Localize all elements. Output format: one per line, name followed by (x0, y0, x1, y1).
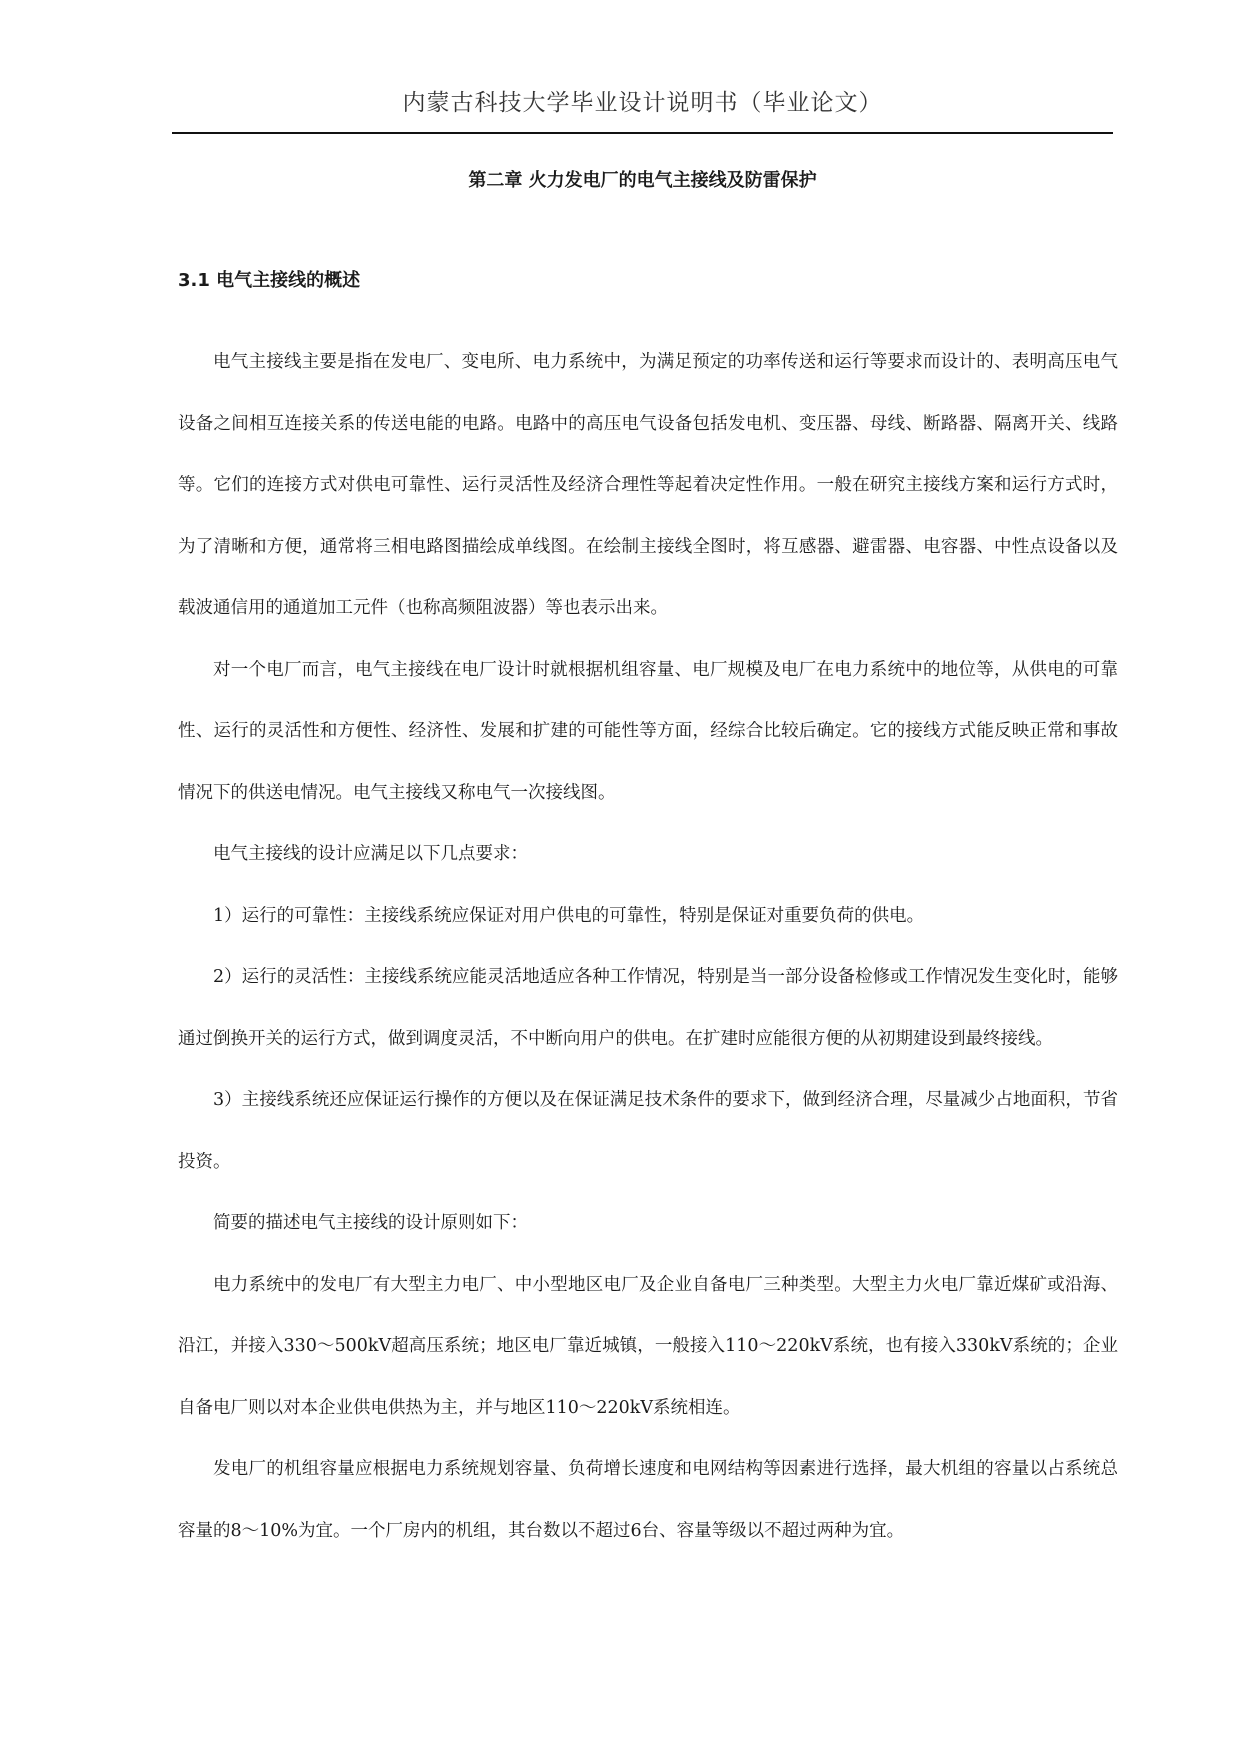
paragraph: 电力系统中的发电厂有大型主力电厂、中小型地区电厂及企业自备电厂三种类型。大型主力火电厂靠近煤矿或沿海、沿江，并接入330～500kV超高压系统；地区电厂靠近城镇，一般接入110～220kV系统，也有接入330kV系统的；企业自备电厂则以对本企业供电供热为主，并与地区110～220kV系统相连。 (178, 1274, 1118, 1418)
paragraph: 对一个电厂而言，电气主接线在电厂设计时就根据机组容量、电厂规模及电厂在电力系统中的地位等，从供电的可靠性、运行的灵活性和方便性、经济性、发展和扩建的可能性等方面，经综合比较后确定。它的接线方式能反映正常和事故情况下的供送电情况。电气主接线又称电气一次接线图。 (178, 659, 1118, 803)
paragraph: 电气主接线的设计应满足以下几点要求： (213, 844, 528, 864)
list-item: 2）运行的灵活性：主接线系统应能灵活地适应各种工作情况，特别是当一部分设备检修或工作情况发生变化时，能够通过倒换开关的运行方式，做到调度灵活，不中断向用户的供电。在扩建时应能很方便的从初期建设到最终接线。 (178, 967, 1118, 1049)
section-title: 3.1 电气主接线的概述 (178, 270, 361, 291)
paragraph: 简要的描述电气主接线的设计原则如下： (213, 1213, 528, 1233)
running-header: 内蒙古科技大学毕业设计说明书（毕业论文） (402, 90, 883, 116)
paragraph: 电气主接线主要是指在发电厂、变电所、电力系统中，为满足预定的功率传送和运行等要求而设计的、表明高压电气设备之间相互连接关系的传送电能的电路。电路中的高压电气设备包括发电机、变压器、母线、断路器、隔离开关、线路等。它们的连接方式对供电可靠性、运行灵活性及经济合理性等起着决定性作用。一般在研究主接线方案和运行方式时，为了清晰和方便，通常将三相电路图描绘成单线图。在绘制主接线全图时，将互感器、避雷器、电容器、中性点设备以及载波通信用的通道加工元件（也称高频阻波器）等也表示出来。 (178, 352, 1118, 618)
paragraph: 发电厂的机组容量应根据电力系统规划容量、负荷增长速度和电网结构等因素进行选择，最大机组的容量以占系统总容量的8～10%为宜。一个厂房内的机组，其台数以不超过6台、容量等级以不超过两种为宜。 (178, 1459, 1118, 1541)
list-item: 1）运行的可靠性：主接线系统应保证对用户供电的可靠性，特别是保证对重要负荷的供电。 (213, 905, 925, 926)
chapter-title: 第二章 火力发电厂的电气主接线及防雷保护 (468, 170, 817, 191)
body-text (178, 332, 1118, 1562)
list-item: 3）主接线系统还应保证运行操作的方便以及在保证满足技术条件的要求下，做到经济合理，尽量减少占地面积，节省投资。 (178, 1090, 1118, 1172)
header-divider (172, 132, 1113, 134)
